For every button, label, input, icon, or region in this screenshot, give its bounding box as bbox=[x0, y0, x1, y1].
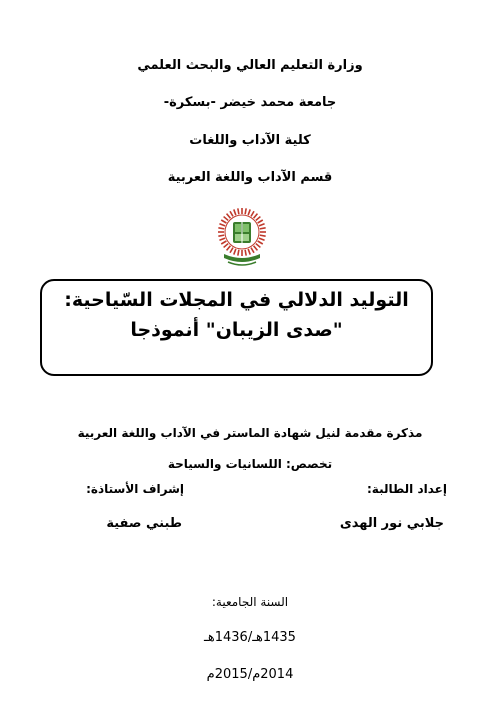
thesis-title-box bbox=[40, 279, 433, 376]
faculty-name: كلية الآداب واللغات bbox=[189, 133, 311, 148]
specialization: تخصص: اللسانيات والسياحة bbox=[167, 457, 333, 471]
prepared-by-label: إعداد الطالبة: bbox=[367, 482, 447, 496]
memo-description: مذكرة مقدمة لنيل شهادة الماستر في الآداب واللغة العربية bbox=[77, 426, 423, 440]
university-name: جامعة محمد خيضر -بسكرة- bbox=[163, 95, 337, 110]
supervisor-label: إشراف الأستاذة: bbox=[86, 482, 184, 496]
ministry-name: وزارة التعليم العالي والبحث العلمي bbox=[137, 58, 363, 73]
academic-year-label: السنة الجامعية: bbox=[211, 595, 289, 609]
university-seal-icon bbox=[216, 202, 268, 272]
department-name: قسم الآداب واللغة العربية bbox=[167, 170, 333, 185]
gregorian-year: 2014م/2015م bbox=[206, 667, 294, 682]
thesis-title-line-2: "صدى الزيبان" أنموذجا bbox=[130, 319, 343, 341]
student-name: جلابي نور الهدى bbox=[339, 516, 444, 531]
supervisor-name: طبني صفية bbox=[106, 516, 182, 531]
hijri-year: 1435هـ/1436هـ bbox=[204, 630, 296, 645]
thesis-title-line-1: التوليد الدلالي في المجلات السّياحية: bbox=[64, 289, 409, 311]
